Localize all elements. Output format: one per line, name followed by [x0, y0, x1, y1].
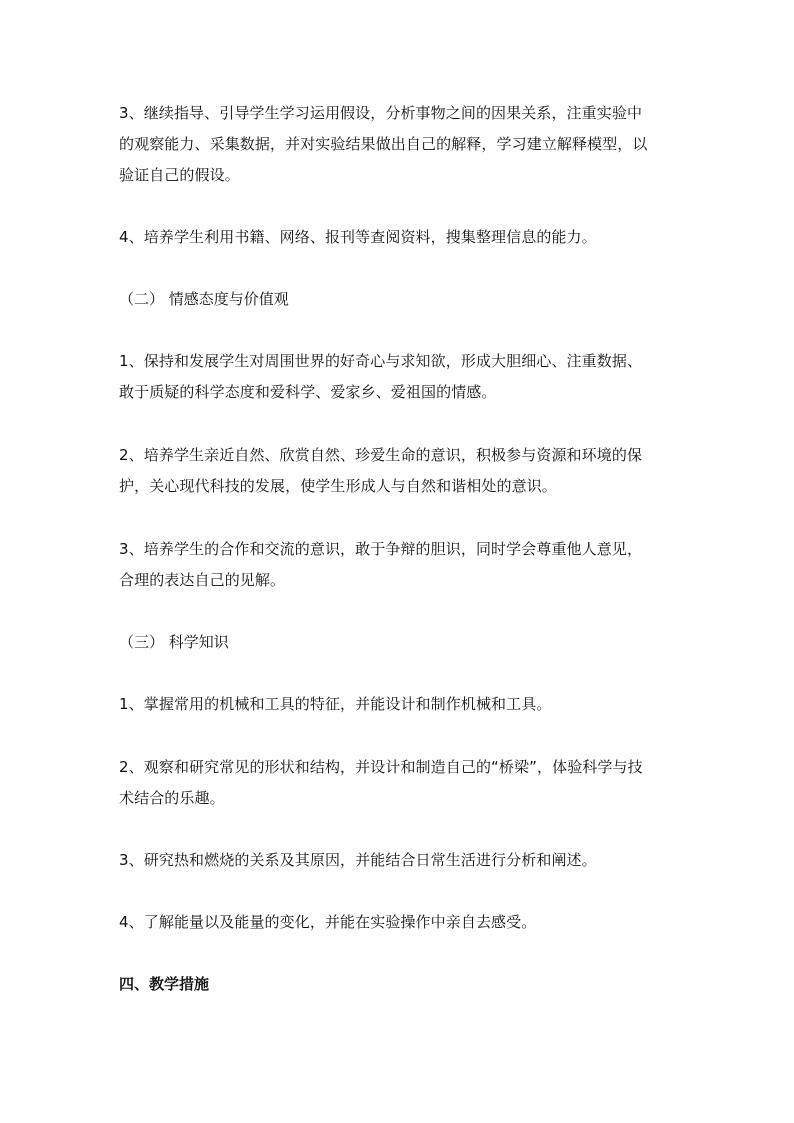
paragraph-line: 3、继续指导、引导学生学习运用假设，分析事物之间的因果关系，注重实验中 — [119, 104, 643, 122]
paragraph-line: 验证自己的假设。 — [119, 166, 240, 184]
paragraph-3-cooperation — [119, 534, 679, 596]
section-heading-teaching-measures: 四、教学措施 — [119, 975, 210, 993]
paragraph-line: 2、培养学生亲近自然、欣赏自然、珍爱生命的意识，积极参与资源和环境的保 — [119, 446, 643, 464]
paragraph-line: 2、观察和研究常见的形状和结构，并设计和制造自己的“桥梁”，体验科学与技 — [119, 758, 643, 776]
paragraph-2-structures — [119, 752, 679, 814]
paragraph-line: 3、培养学生的合作和交流的意识，敢于争辩的胆识，同时学会尊重他人意见， — [119, 540, 643, 558]
paragraph-line: 术结合的乐趣。 — [119, 789, 225, 807]
paragraph-line: 4、培养学生利用书籍、网络、报刊等查阅资料，搜集整理信息的能力。 — [119, 228, 597, 246]
paragraph-1-curiosity — [119, 346, 679, 408]
paragraph-line: 合理的表达自己的见解。 — [119, 571, 286, 589]
paragraph-line: 敢于质疑的科学态度和爱科学、爱家乡、爱祖国的情感。 — [119, 383, 497, 401]
paragraph-line: 4、了解能量以及能量的变化，并能在实验操作中亲自去感受。 — [119, 913, 537, 931]
paragraph-1-machines — [119, 689, 679, 720]
paragraph-line: 1、保持和发展学生对周围世界的好奇心与求知欲，形成大胆细心、注重数据、 — [119, 352, 643, 370]
section-heading-knowledge: （三） 科学知识 — [119, 633, 229, 651]
paragraph-2-nature — [119, 440, 679, 502]
paragraph-4-research — [119, 222, 679, 253]
paragraph-line: 3、研究热和燃烧的关系及其原因，并能结合日常生活进行分析和阐述。 — [119, 851, 597, 869]
paragraph-line: 1、掌握常用的机械和工具的特征，并能设计和制作机械和工具。 — [119, 695, 552, 713]
paragraph-line: 的观察能力、采集数据，并对实验结果做出自己的解释，学习建立解释模型，以 — [119, 135, 648, 153]
paragraph-line: 护，关心现代科技的发展，使学生形成人与自然和谐相处的意识。 — [119, 477, 557, 495]
section-heading-attitudes: （二） 情感态度与价值观 — [119, 290, 289, 308]
paragraph-3-heat — [119, 845, 679, 876]
paragraph-3-hypothesis — [119, 98, 679, 191]
paragraph-4-energy — [119, 907, 679, 938]
